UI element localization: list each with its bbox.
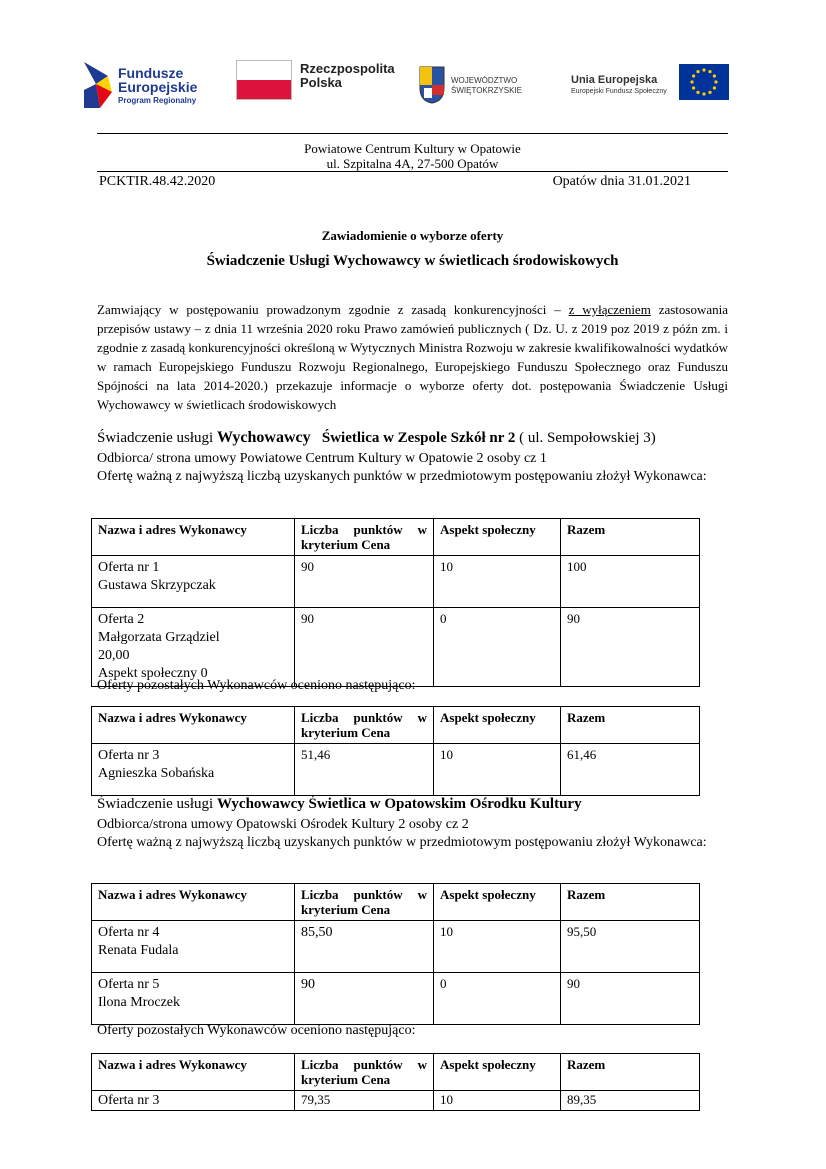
section1-others-label: Oferty pozostałych Wykonawców oceniono następująco: bbox=[97, 678, 416, 693]
logo-rzeczpospolita-polska bbox=[236, 58, 396, 102]
table-others-part1 bbox=[91, 706, 700, 796]
header-rule-bottom bbox=[97, 171, 728, 172]
offer-number: Oferta 2 bbox=[98, 612, 145, 627]
offer-number: Oferta nr 3 bbox=[98, 748, 160, 763]
section1-heading-c: Świetlica w Zespole Szkół nr 2 bbox=[321, 430, 516, 446]
sw-line1: WOJEWÓDZTWO bbox=[451, 76, 518, 85]
table-header-row bbox=[92, 884, 700, 921]
col-header-social: Aspekt społeczny bbox=[434, 884, 561, 921]
section1-recipient: Odbiorca/ strona umowy Powiatowe Centrum Kultury w Opatowie 2 osoby cz 1 bbox=[97, 451, 547, 466]
intro-text-part2: zastosowania przepisów ustawy – z dnia 11 września 2020 roku Prawo zamówień publicznych ( Dz. U. z 2019 poz 2019 z późn zm. i zgodnie z zasadą konkurencyjności określoną w Wytycznych Ministra Rozwoju w zakresie kwalifikowalności wydatków w ramach Europejskiego Funduszu Rozwoju Regionalnego, Europejskiego Funduszu Społecznego oraz Funduszu Spójności na lata 2014-2020.) przekazuje informacje o wyborze oferty dot. postępowania Świadczenie Usługi Wychowawcy w świetlicach środowiskowych bbox=[97, 302, 729, 412]
col-header-name: Nazwa i adres Wykonawcy bbox=[92, 519, 295, 556]
coat-of-arms-icon bbox=[419, 66, 445, 104]
offer-contractor: Agnieszka Sobańska bbox=[98, 766, 215, 781]
polish-flag-icon bbox=[236, 60, 292, 100]
logo-fundusze-europejskie bbox=[84, 60, 214, 110]
offer-contractor: Ilona Mroczek bbox=[98, 995, 181, 1010]
social-points: 10 bbox=[434, 1091, 561, 1111]
table-row bbox=[92, 608, 700, 687]
offer-contractor: Renata Fudala bbox=[98, 943, 179, 958]
section2-recipient: Odbiorca/strona umowy Opatowski Ośrodek Kultury 2 osoby cz 2 bbox=[97, 817, 469, 832]
sw-line2: ŚWIĘTOKRZYSKIE bbox=[451, 86, 522, 95]
col-header-price: Liczba punktów w kryterium Cena bbox=[295, 1054, 434, 1091]
offer-contractor: Gustawa Skrzypczak bbox=[98, 578, 216, 593]
logo-wojewodztwo-swietokrzyskie bbox=[419, 64, 539, 108]
table-winner-part2 bbox=[91, 883, 700, 1025]
price-points: 90 bbox=[295, 973, 434, 1025]
ue-line2: Europejski Fundusz Społeczny bbox=[571, 88, 667, 95]
table-row bbox=[92, 744, 700, 796]
section2-heading-a: Świadczenie usługi bbox=[97, 796, 217, 812]
col-header-name: Nazwa i adres Wykonawcy bbox=[92, 707, 295, 744]
offer-number: Oferta nr 1 bbox=[98, 560, 160, 575]
col-header-price: Liczba punktów w kryterium Cena bbox=[295, 884, 434, 921]
table-row bbox=[92, 1091, 700, 1111]
fe-star-icon bbox=[84, 62, 114, 108]
eu-flag-icon bbox=[679, 64, 729, 100]
total-points: 95,50 bbox=[561, 921, 700, 973]
rp-line1: Rzeczpospolita bbox=[300, 61, 395, 76]
section1-heading-d: ( ul. Sempołowskiej 3) bbox=[515, 430, 656, 446]
section1-heading-a: Świadczenie usługi bbox=[97, 430, 217, 446]
section1-winner-text: Ofertę ważną z najwyższą liczbą uzyskanych punktów w przedmiotowym postępowaniu złożył Wykonawca: bbox=[97, 469, 707, 484]
table-row bbox=[92, 973, 700, 1025]
table-header-row bbox=[92, 1054, 700, 1091]
offer-number: Oferta nr 3 bbox=[92, 1091, 295, 1111]
col-header-social: Aspekt społeczny bbox=[434, 707, 561, 744]
table-header-row bbox=[92, 707, 700, 744]
rp-line2: Polska bbox=[300, 75, 342, 90]
table-others-part2 bbox=[91, 1053, 700, 1111]
offer-name-cell bbox=[92, 556, 295, 608]
col-header-social: Aspekt społeczny bbox=[434, 1054, 561, 1091]
intro-text-part1: Zamwiający w postępowaniu prowadzonym zgodnie z zasadą konkurencyjności – bbox=[97, 302, 569, 317]
section2-others-label: Oferty pozostałych Wykonawców oceniono następująco: bbox=[97, 1023, 416, 1038]
table-row bbox=[92, 556, 700, 608]
social-points: 10 bbox=[434, 556, 561, 608]
offer-name-cell bbox=[92, 973, 295, 1025]
section2-heading bbox=[97, 794, 728, 814]
social-points: 10 bbox=[434, 921, 561, 973]
table-header-row bbox=[92, 519, 700, 556]
col-header-total: Razem bbox=[561, 707, 700, 744]
offer-social-note: Aspekt społeczny 0 bbox=[98, 666, 208, 681]
intro-paragraph bbox=[97, 300, 728, 414]
ue-line1: Unia Europejska bbox=[571, 74, 658, 86]
intro-text-underlined: z wyłączeniem bbox=[568, 302, 651, 317]
col-header-price: Liczba punktów w kryterium Cena bbox=[295, 519, 434, 556]
col-header-total: Razem bbox=[561, 1054, 700, 1091]
offer-name-cell bbox=[92, 608, 295, 687]
price-points: 51,46 bbox=[295, 744, 434, 796]
offer-amount: 20,00 bbox=[98, 648, 130, 663]
total-points: 90 bbox=[561, 973, 700, 1025]
fe-line1: Fundusze bbox=[118, 65, 184, 81]
social-points: 0 bbox=[434, 973, 561, 1025]
fe-line2: Europejskie bbox=[118, 79, 198, 95]
col-header-total: Razem bbox=[561, 884, 700, 921]
section1-heading-b: Wychowawcy bbox=[216, 429, 311, 446]
section2-heading-b: Wychowawcy Świetlica w Opatowskim Ośrodku Kultury bbox=[216, 796, 582, 812]
offer-contractor: Małgorzata Grządziel bbox=[98, 630, 220, 645]
fe-line3: Program Regionalny bbox=[118, 96, 197, 105]
price-points: 90 bbox=[295, 608, 434, 687]
social-points: 10 bbox=[434, 744, 561, 796]
reference-number: PCKTIR.48.42.2020 bbox=[99, 174, 216, 189]
price-points: 90 bbox=[295, 556, 434, 608]
page-title: Zawiadomienie o wyborze oferty bbox=[321, 228, 504, 243]
total-points: 90 bbox=[561, 608, 700, 687]
table-row bbox=[92, 921, 700, 973]
total-points: 100 bbox=[561, 556, 700, 608]
section1-heading bbox=[97, 428, 728, 448]
price-points: 85,50 bbox=[295, 921, 434, 973]
offer-number: Oferta nr 4 bbox=[98, 925, 160, 940]
col-header-name: Nazwa i adres Wykonawcy bbox=[92, 1054, 295, 1091]
table-winner-part1 bbox=[91, 518, 700, 687]
logo-unia-europejska bbox=[567, 60, 731, 104]
offer-name-cell bbox=[92, 921, 295, 973]
offer-number: Oferta nr 5 bbox=[98, 977, 160, 992]
document-date: Opatów dnia 31.01.2021 bbox=[552, 174, 691, 189]
org-name: Powiatowe Centrum Kultury w Opatowie bbox=[304, 141, 521, 156]
price-points: 79,35 bbox=[295, 1091, 434, 1111]
section2-winner-text: Ofertę ważną z najwyższą liczbą uzyskanych punktów w przedmiotowym postępowaniu złożył Wykonawca: bbox=[97, 835, 707, 850]
total-points: 61,46 bbox=[561, 744, 700, 796]
total-points: 89,35 bbox=[561, 1091, 700, 1111]
col-header-price: Liczba punktów w kryterium Cena bbox=[295, 707, 434, 744]
col-header-social: Aspekt społeczny bbox=[434, 519, 561, 556]
page-subtitle: Świadczenie Usługi Wychowawcy w świetlicach środowiskowych bbox=[206, 253, 619, 269]
org-address: ul. Szpitalna 4A, 27-500 Opatów bbox=[326, 156, 499, 171]
col-header-name: Nazwa i adres Wykonawcy bbox=[92, 884, 295, 921]
col-header-total: Razem bbox=[561, 519, 700, 556]
offer-name-cell bbox=[92, 744, 295, 796]
social-points: 0 bbox=[434, 608, 561, 687]
header-rule-top bbox=[97, 133, 728, 134]
